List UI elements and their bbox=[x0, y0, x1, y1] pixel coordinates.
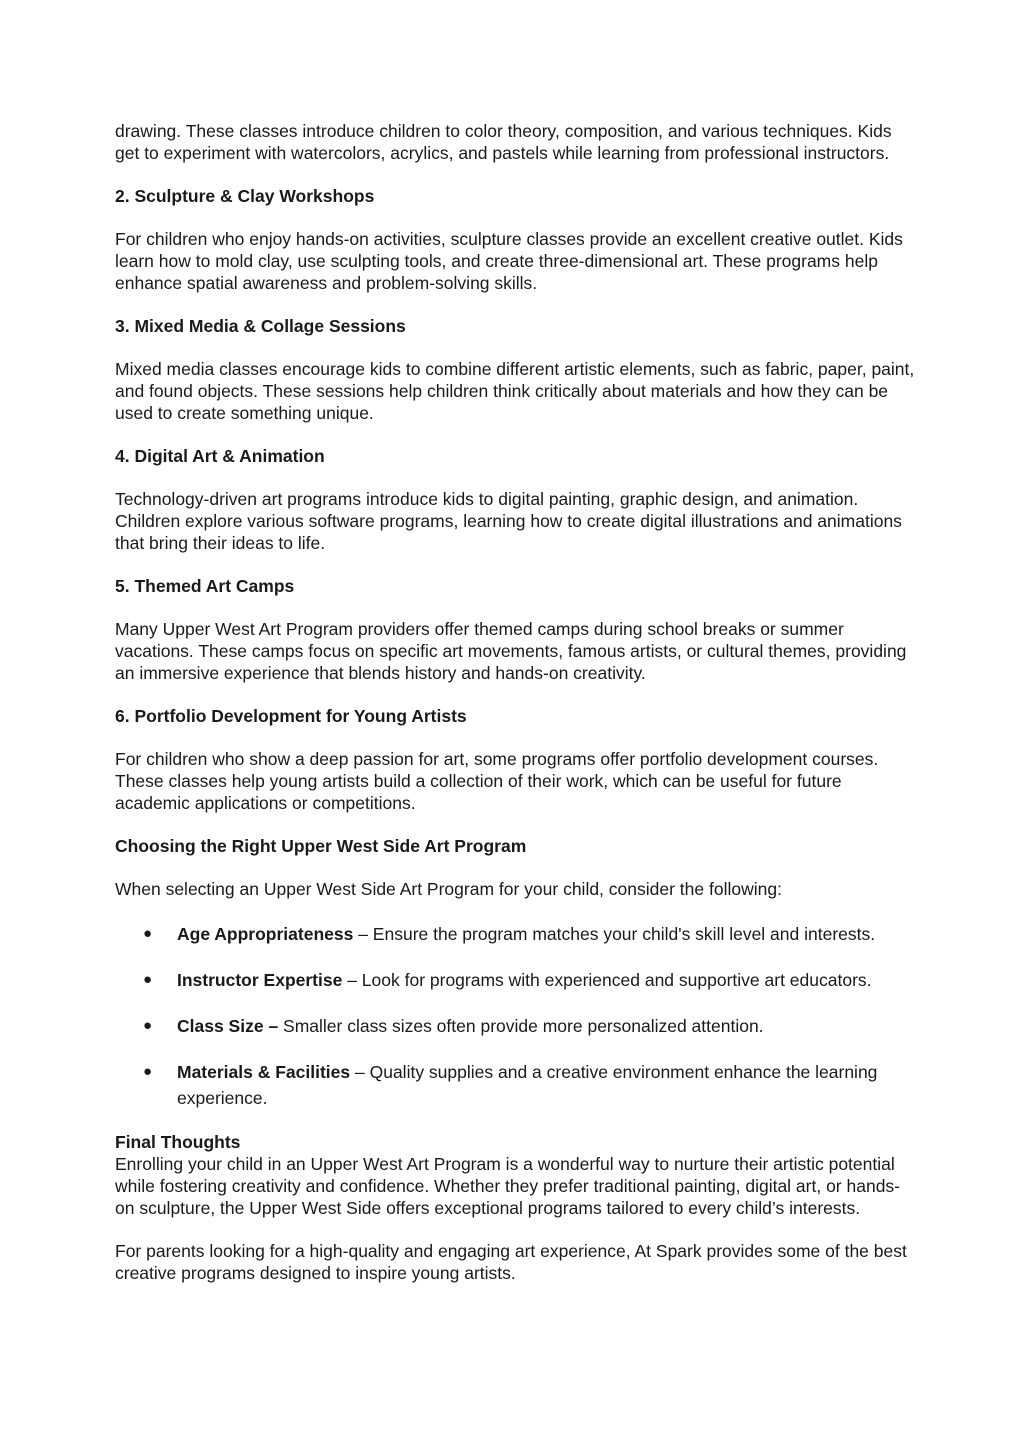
list-item bbox=[115, 967, 915, 993]
section-heading-mixed-media: 3. Mixed Media & Collage Sessions bbox=[115, 316, 406, 336]
choosing-heading: Choosing the Right Upper West Side Art Program bbox=[115, 836, 527, 856]
list-item-term: Instructor Expertise bbox=[177, 970, 343, 990]
section-heading-digital-art: 4. Digital Art & Animation bbox=[115, 446, 325, 466]
list-item-text: – Ensure the program matches your child's skill level and interests. bbox=[353, 924, 876, 944]
bullet-icon: ● bbox=[143, 971, 153, 988]
intro-continuation-paragraph: drawing. These classes introduce children to color theory, composition, and various techniques. Kids get to experiment with watercolors, acrylics, and pastels while learning from professional instructors. bbox=[115, 121, 892, 163]
section-body-themed-camps: Many Upper West Art Program providers offer themed camps during school breaks or summer vacations. These camps focus on specific art movements, famous artists, or cultural themes, providing an immersive experience that blends history and hands-on creativity. bbox=[115, 619, 907, 683]
choosing-intro: When selecting an Upper West Side Art Program for your child, consider the following: bbox=[115, 879, 782, 899]
section-body-mixed-media: Mixed media classes encourage kids to combine different artistic elements, such as fabric, paper, paint, and found objects. These sessions help children think critically about materials and how they can be used to create something unique. bbox=[115, 359, 915, 423]
list-item-text: – Quality supplies and a creative environment enhance the learning experience. bbox=[177, 1062, 878, 1108]
list-item-text: – Look for programs with experienced and supportive art educators. bbox=[342, 970, 872, 990]
bullet-icon: ● bbox=[143, 1063, 153, 1080]
list-item-term: Materials & Facilities bbox=[177, 1062, 351, 1082]
list-item bbox=[115, 921, 915, 947]
list-item-term: Age Appropriateness bbox=[177, 924, 354, 944]
section-body-digital-art: Technology-driven art programs introduce kids to digital painting, graphic design, and animation. Children explore various software programs, learning how to create digital illustrations and animations that bring their ideas to life. bbox=[115, 489, 902, 553]
section-heading-themed-camps: 5. Themed Art Camps bbox=[115, 576, 295, 596]
list-item bbox=[115, 1059, 915, 1111]
section-body-portfolio: For children who show a deep passion for art, some programs offer portfolio development courses. These classes help young artists build a collection of their work, which can be useful for future academic applications or competitions. bbox=[115, 749, 879, 813]
section-heading-sculpture: 2. Sculpture & Clay Workshops bbox=[115, 186, 375, 206]
final-thoughts-heading: Final Thoughts bbox=[115, 1132, 241, 1152]
final-closing-paragraph: For parents looking for a high-quality and engaging art experience, At Spark provides some of the best creative programs designed to inspire young artists. bbox=[115, 1241, 907, 1283]
bullet-icon: ● bbox=[143, 925, 153, 942]
final-thoughts-body: Enrolling your child in an Upper West Art Program is a wonderful way to nurture their artistic potential while fostering creativity and confidence. Whether they prefer traditional painting, digital art, or hands-on sculpture, the Upper West Side offers exceptional programs tailored to every child’s interests. bbox=[115, 1154, 901, 1218]
bullet-icon: ● bbox=[143, 1017, 153, 1034]
list-item bbox=[115, 1013, 915, 1039]
list-item-text: Smaller class sizes often provide more personalized attention. bbox=[278, 1016, 764, 1036]
section-heading-portfolio: 6. Portfolio Development for Young Artists bbox=[115, 706, 467, 726]
list-item-term: Class Size – bbox=[177, 1016, 279, 1036]
document-page bbox=[115, 120, 915, 1284]
section-body-sculpture: For children who enjoy hands-on activities, sculpture classes provide an excellent creative outlet. Kids learn how to mold clay, use sculpting tools, and create three-dimensional art. These programs help enhance spatial awareness and problem-solving skills. bbox=[115, 229, 903, 293]
criteria-list bbox=[115, 921, 915, 1111]
